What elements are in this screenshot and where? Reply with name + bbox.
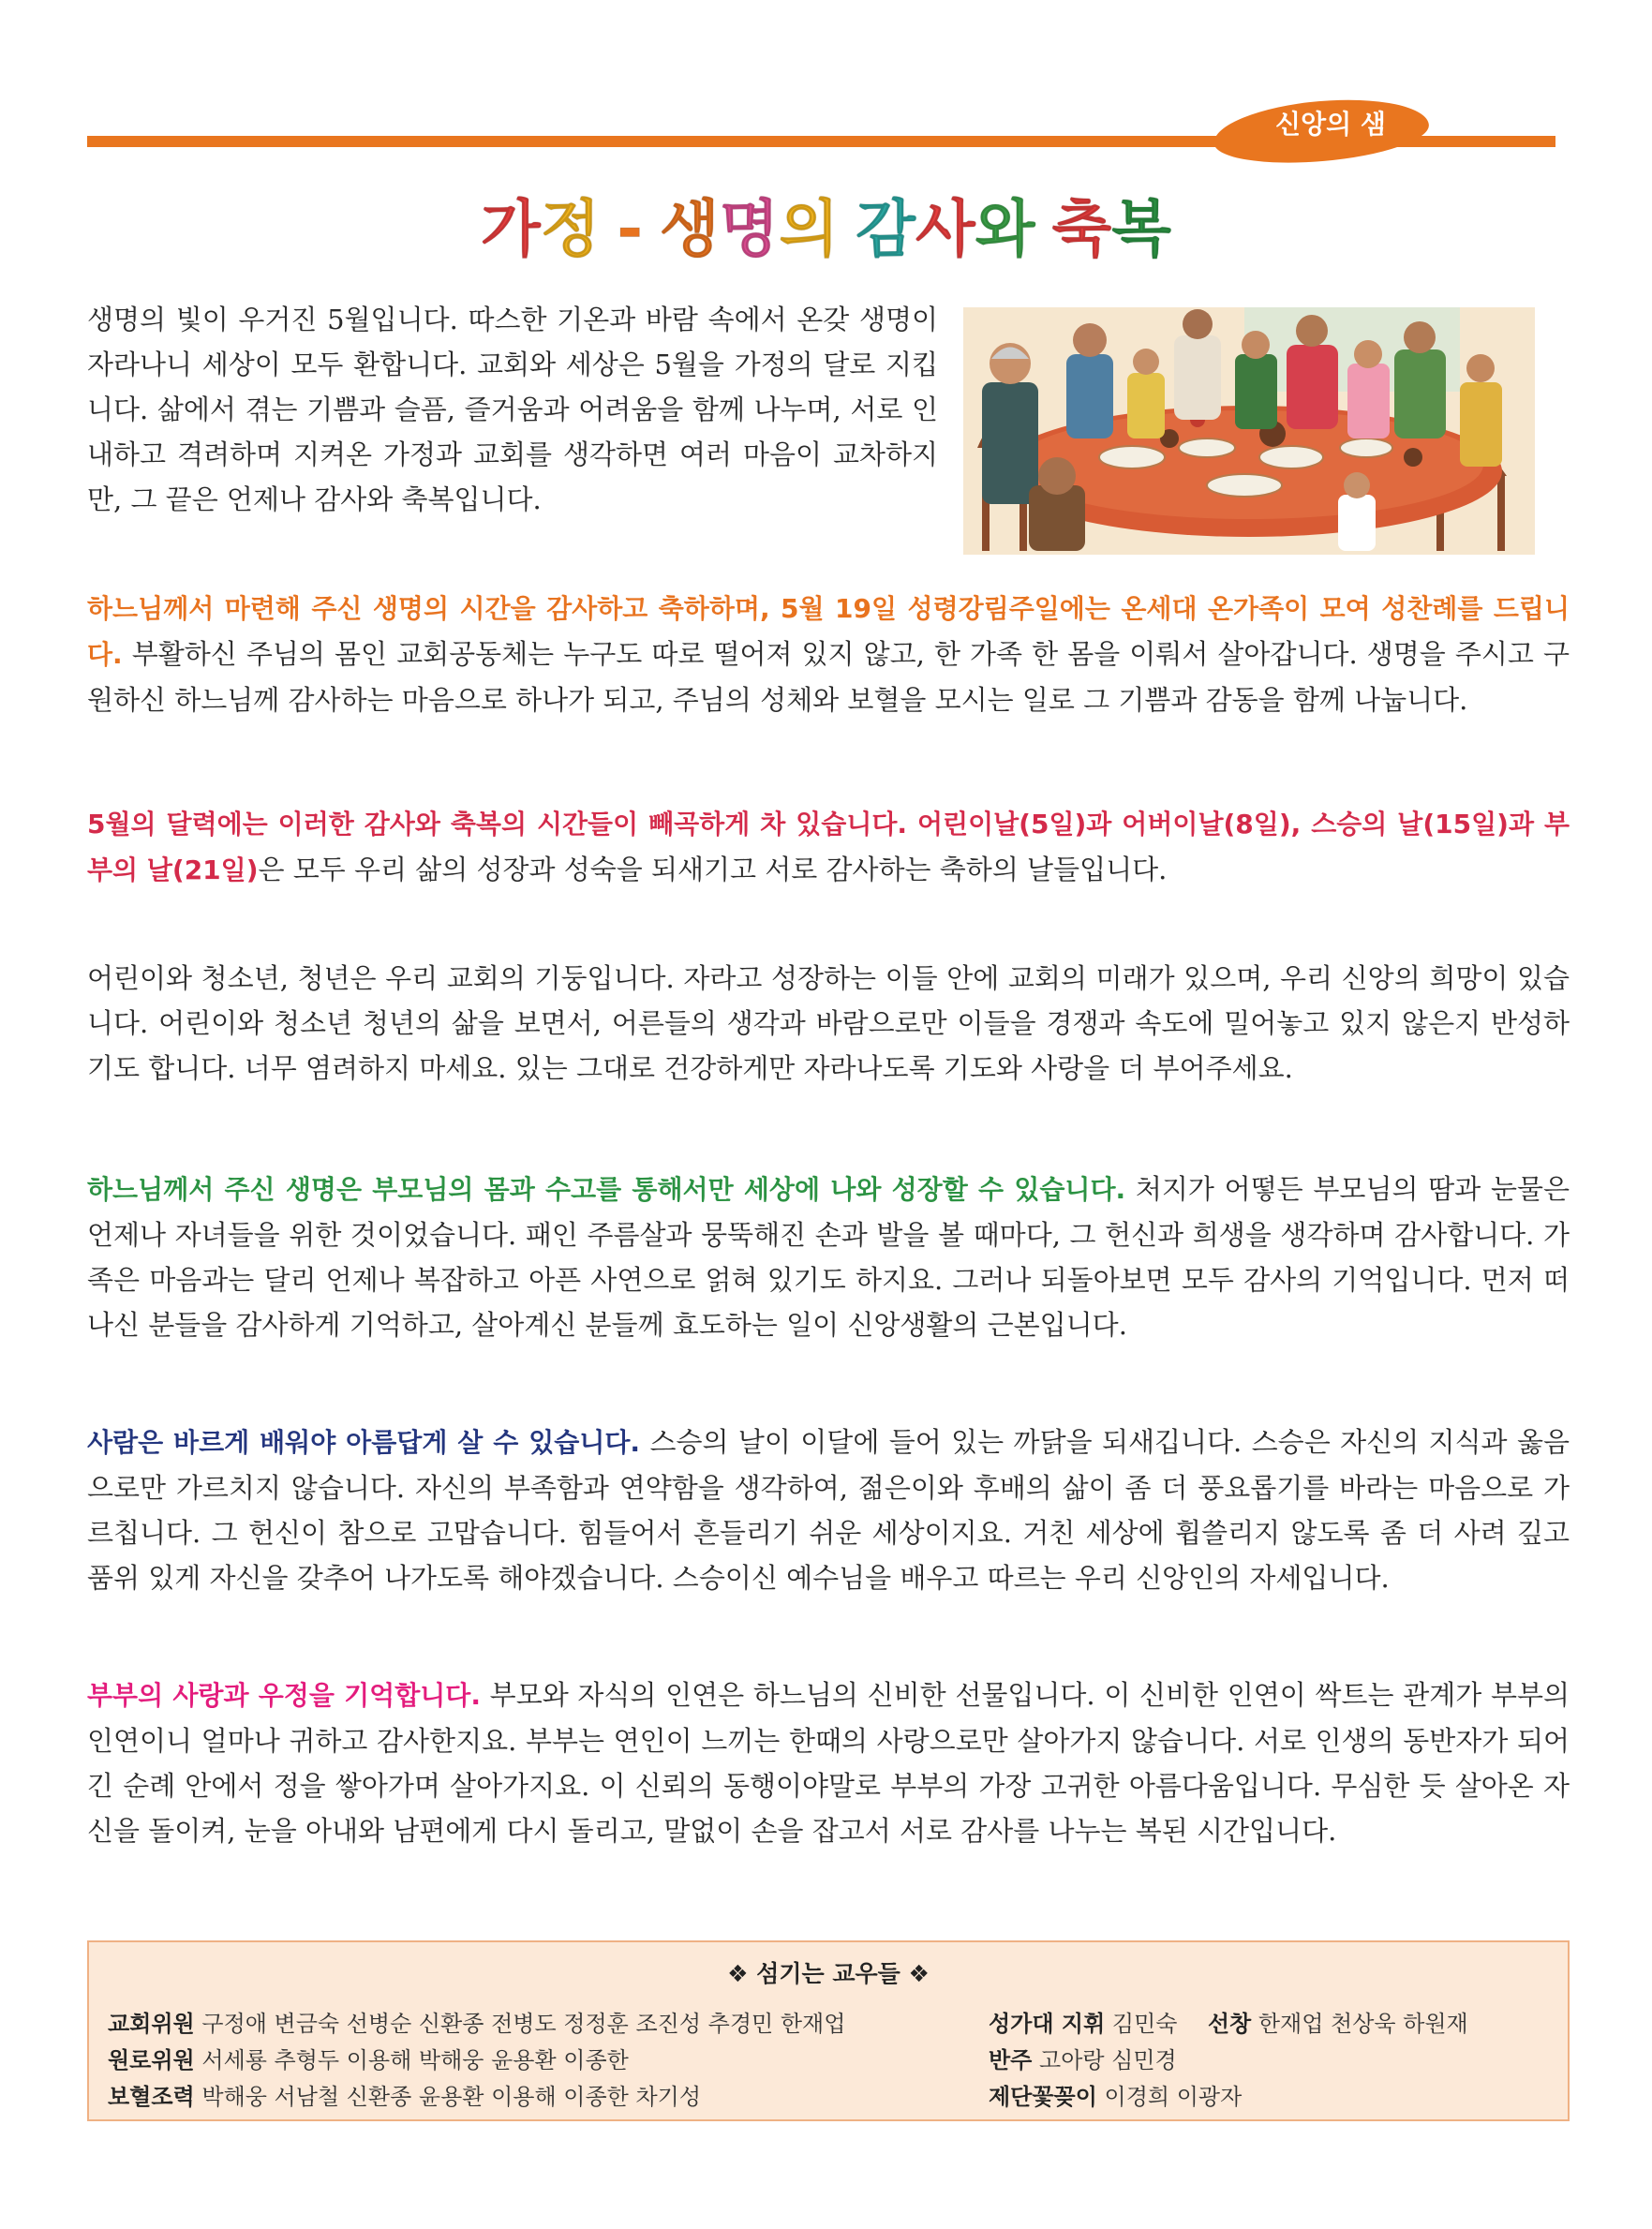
body-paragraph — [87, 801, 1570, 893]
intro-paragraph: 생명의 빛이 우거진 5월입니다. 따스한 기온과 바람 속에서 온갖 생명이 자라나니 세상이 모두 환합니다. 교회와 세상은 5월을 가정의 달로 지킵니다. 삶에서 겪는 기쁨과 슬픔, 즐거움과 어려움을 함께 나누며, 서로 인내하고 격려하며 지켜온 가정과 교회를 생각하면 여러 마음이 교차하지만, 그 끝은 언제나 감사와 축복입니다. — [87, 304, 938, 515]
title-char: 복 — [1111, 193, 1172, 265]
section-tag: 신앙의 샘 — [1275, 109, 1386, 140]
volunteer-row — [108, 2005, 845, 2038]
page-title — [0, 187, 1652, 272]
title-char: 가 — [480, 193, 541, 265]
volunteers-box — [87, 1940, 1570, 2121]
volunteer-role: 성가대 지휘 — [989, 2011, 1106, 2037]
paragraph-body: 부모와 자식의 인연은 하느님의 신비한 선물입니다. 이 신비한 인연이 싹트는 관계가 부부의 인연이니 얼마나 귀하고 감사한지요. 부부는 연인이 느끼는 한때의 사랑으로만 살아가지 않습니다. 서로 인생의 동반자가 되어 긴 순례 안에서 정을 쌓아가며 살아가지요. 이 신뢰의 동행이야말로 부부의 가장 고귀한 아름다움입니다. 무심한 듯 살아온 자신을 돌이켜, 눈을 아내와 남편에게 다시 돌리고, 말없이 손을 잡고서 서로 감사를 나누는 복된 시간입니다. — [87, 1679, 1570, 1847]
volunteer-names: 구정애 변금숙 선병순 신환종 전병도 정정훈 조진성 추경민 한재업 — [194, 2011, 846, 2037]
body-paragraph — [87, 1167, 1570, 1347]
title-char — [839, 187, 856, 272]
volunteer-names: 김민숙 — [1105, 2011, 1178, 2037]
volunteer-row — [108, 2042, 629, 2074]
paragraph-body: 스승의 날이 이달에 들어 있는 까닭을 되새깁니다. 스승은 자신의 지식과 옳음으로만 가르치지 않습니다. 자신의 부족함과 연약함을 생각하여, 젊은이와 후배의 삶이 좀 더 풍요롭기를 바라는 마음으로 가르칩니다. 그 헌신이 참으로 고맙습니다. 힘들어서 흔들리기 쉬운 세상이지요. 거친 세상에 휩쓸리지 않도록 좀 더 사려 깊고 품위 있게 자신을 갖추어 나가도록 해야겠습니다. 스승이신 예수님을 배우고 따르는 우리 신앙인의 자세입니다. — [87, 1426, 1570, 1594]
volunteer-names: 한재업 천상욱 하원재 — [1251, 2011, 1468, 2037]
title-char: 의 — [779, 193, 840, 265]
title-char: 감 — [856, 193, 915, 265]
volunteer-row — [108, 2078, 701, 2111]
body-paragraph — [87, 1672, 1570, 1853]
title-char — [643, 187, 660, 272]
body-paragraph — [87, 956, 1570, 1091]
paragraph-body: 어린이와 청소년, 청년은 우리 교회의 기둥입니다. 자라고 성장하는 이들 안에 교회의 미래가 있으며, 우리 신앙의 희망이 있습니다. 어린이와 청소년 청년의 삶을 보면서, 어른들의 생각과 바람으로만 이들을 경쟁과 속도에 밀어놓고 있지 않은지 반성하기도 합니다. 너무 염려하지 마세요. 있는 그대로 건강하게만 자라나도록 기도와 사랑을 더 부어주세요. — [87, 962, 1570, 1084]
paragraph-highlight: 하느님께서 마련해 주신 생명의 시간을 감사하고 축하하며, 5월 19일 성령강림주일에는 온세대 온가족이 모여 성찬례를 드립니다. — [87, 593, 1570, 670]
title-char: 와 — [975, 193, 1035, 265]
volunteer-role: 선창 — [1199, 2011, 1252, 2037]
volunteer-row — [989, 2005, 1468, 2038]
volunteers-title: ❖ 섬기는 교우들 ❖ — [727, 1960, 930, 1987]
paragraph-body: 부활하신 주님의 몸인 교회공동체는 누구도 따로 떨어져 있지 않고, 한 가족 한 몸을 이뤄서 살아갑니다. 생명을 주시고 구원하신 하느님께 감사하는 마음으로 하나가 되고, 주님의 성체와 보혈을 모시는 일로 그 기쁨과 감동을 함께 나눕니다. — [87, 638, 1570, 716]
volunteer-role: 원로위원 — [108, 2047, 195, 2073]
volunteer-row — [989, 2042, 1177, 2074]
volunteer-role: 보혈조력 — [108, 2084, 195, 2110]
paragraph-body: 은 모두 우리 삶의 성장과 성숙을 되새기고 서로 감사하는 축하의 날들입니다. — [258, 854, 1168, 885]
title-char: 생 — [659, 193, 720, 265]
title-char: 축 — [1051, 193, 1112, 265]
title-char: - — [617, 193, 643, 265]
paragraph-highlight: 사람은 바르게 배워야 아름답게 살 수 있습니다. — [87, 1427, 641, 1458]
volunteer-row — [989, 2078, 1242, 2111]
title-char: 명 — [719, 193, 780, 265]
paragraph-highlight: 하느님께서 주신 생명은 부모님의 몸과 수고를 통해서만 세상에 나와 성장할 수 있습니다. — [87, 1174, 1126, 1205]
family-dinner-illustration — [963, 307, 1535, 555]
volunteer-names: 고아랑 심민경 — [1032, 2047, 1177, 2073]
volunteer-role: 제단꽃꽂이 — [989, 2084, 1097, 2110]
volunteer-names: 박해웅 서남철 신환종 윤용환 이용해 이종한 차기성 — [194, 2084, 702, 2110]
title-char: 사 — [915, 193, 975, 265]
title-char — [601, 187, 618, 272]
paragraph-highlight: 5월의 달력에는 이러한 감사와 축복의 시간들이 빼곡하게 차 있습니다. 어린이날(5일)과 어버이날(8일), 스승의 날(15일)과 부부의 날(21일) — [87, 809, 1570, 885]
title-char: 정 — [540, 193, 601, 265]
body-paragraph — [87, 586, 1570, 722]
body-paragraph — [87, 1419, 1570, 1600]
paragraph-highlight: 부부의 사랑과 우정을 기억합니다. — [87, 1680, 481, 1711]
volunteer-role: 교회위원 — [108, 2011, 195, 2037]
volunteer-names: 서세룡 추형두 이용해 박해웅 윤용환 이종한 — [194, 2047, 629, 2073]
volunteer-role: 반주 — [989, 2047, 1033, 2073]
paragraph-body: 처지가 어떻든 부모님의 땀과 눈물은 언제나 자녀들을 위한 것이었습니다. 패인 주름살과 뭉뚝해진 손과 발을 볼 때마다, 그 헌신과 희생을 생각하며 감사합니다. 가족은 마음과는 달리 언제나 복잡하고 아픈 사연으로 얽혀 있기도 하지요. 그러나 되돌아보면 모두 감사의 기억입니다. 먼저 떠나신 분들을 감사하게 기억하고, 살아계신 분들께 효도하는 일이 신앙생활의 근본입니다. — [87, 1173, 1570, 1341]
volunteer-names: 이경희 이광자 — [1096, 2084, 1243, 2110]
title-char — [1035, 187, 1052, 272]
